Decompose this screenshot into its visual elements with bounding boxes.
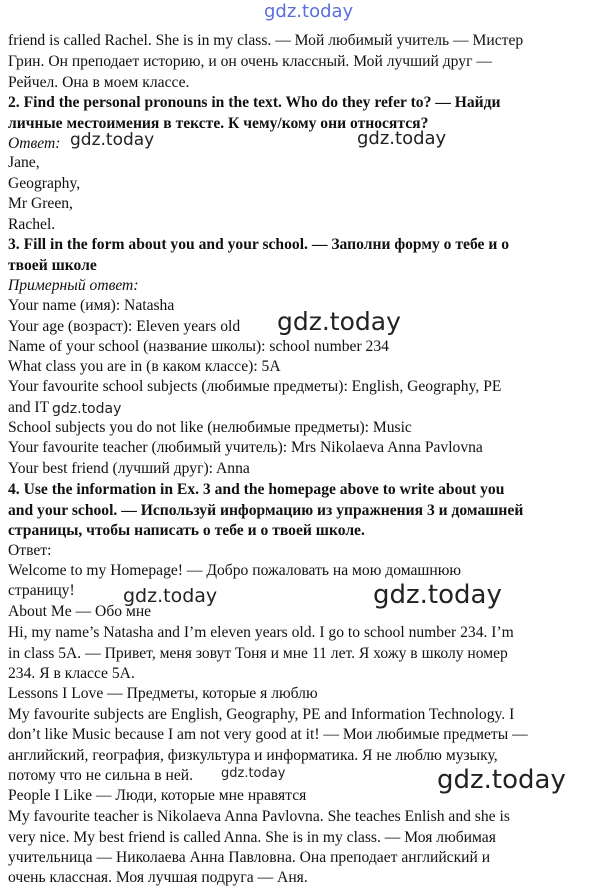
form-line: Your favourite teacher (любимый учитель): Mrs Nikolaeva Anna Pavlovna (8, 439, 483, 456)
answer-label: Ответ: (8, 542, 52, 559)
watermark: gdz.today (357, 128, 447, 149)
text-line: Рейчел. Она в моем классе. (8, 74, 190, 91)
text-line: friend is called Rachel. She is in my class. — Мой любимый учитель — Мистер (8, 32, 524, 49)
form-line: Name of your school (название школы): school number 234 (8, 338, 389, 355)
sample-answer-label: Примерный ответ: (8, 277, 139, 294)
answer-label: Ответ: (8, 135, 61, 152)
answer-item: Mr Green, (8, 195, 73, 212)
answer-item: Rachel. (8, 216, 56, 233)
section-title: Lessons I Love — Предметы, которые я люблю (8, 685, 318, 702)
form-line: Your name (имя): Natasha (8, 297, 175, 314)
form-line: Your best friend (лучший друг): Anna (8, 460, 250, 477)
form-line: School subjects you do not like (нелюбимые предметы): Music (8, 419, 412, 436)
form-line: and IT (8, 399, 50, 416)
watermark: gdz.today (123, 585, 218, 607)
text-line: very nice. My best friend is called Anna. She is in my class. — Моя любимая (8, 829, 496, 846)
form-line: What class you are in (в каком классе): 5A (8, 358, 281, 375)
watermark: gdz.today (277, 307, 401, 336)
watermark: gdz.today (373, 580, 502, 610)
watermark: gdz.today (221, 766, 286, 781)
exercise-4-heading: and your school. — Используй информацию из упражнения 3 и домашней (8, 502, 524, 519)
answer-item: Jane, (8, 154, 40, 171)
watermark: gdz.today (264, 1, 354, 22)
watermark: gdz.today (52, 401, 122, 417)
exercise-3-heading: твоей школе (8, 257, 97, 274)
form-line: Your favourite school subjects (любимые предметы): English, Geography, PE (8, 378, 502, 395)
text-line: учительница — Николаева Анна Павловна. Она преподает английский и (8, 849, 491, 866)
text-line: английский, география, физкультура и информатика. Я не люблю музыку, (8, 747, 498, 764)
text-line: 234. Я в классе 5А. (8, 665, 135, 682)
text-line: don’t like Music because I am not very good at it! — Мои любимые предметы — (8, 726, 528, 743)
watermark: gdz.today (437, 765, 566, 795)
text-line: потому что не сильна в ней. (8, 767, 194, 784)
text-line: Welcome to my Homepage! — Добро пожаловать на мою домашнюю (8, 562, 462, 579)
text-line: очень классная. Моя лучшая подруга — Аня. (8, 869, 308, 886)
text-line: страницу! (8, 582, 75, 599)
text-line: Грин. Он преподает историю, и он очень классный. Мой лучший друг — (8, 53, 492, 70)
exercise-4-heading: 4. Use the information in Ex. 3 and the homepage above to write about you (8, 481, 505, 498)
text-line: My favourite teacher is Nikolaeva Anna Pavlovna. She teaches Enlish and she is (8, 808, 510, 825)
exercise-4-heading: страницы, чтобы написать о тебе и о твоей школе. (8, 522, 365, 539)
text-line: Hi, my name’s Natasha and I’m eleven years old. I go to school number 234. I’m (8, 624, 514, 641)
watermark: gdz.today (70, 130, 155, 150)
section-title: About Me — Обо мне (8, 603, 152, 620)
form-line: Your age (возраст): Eleven years old (8, 318, 241, 335)
exercise-2-heading: 2. Find the personal pronouns in the text. Who do they refer to? — Найди (8, 94, 501, 111)
exercise-3-heading: 3. Fill in the form about you and your school. — Заполни форму о тебе и о (8, 236, 510, 253)
answer-item: Geography, (8, 175, 81, 192)
text-line: My favourite subjects are English, Geography, PE and Information Technology. I (8, 706, 515, 723)
section-title: People I Like — Люди, которые мне нравятся (8, 787, 307, 804)
text-line: in class 5A. — Привет, меня зовут Тоня и мне 11 лет. Я хожу в школу номер (8, 645, 508, 662)
exercise-2-heading: личные местоимения в тексте. К чему/кому они относятся? (8, 115, 429, 132)
